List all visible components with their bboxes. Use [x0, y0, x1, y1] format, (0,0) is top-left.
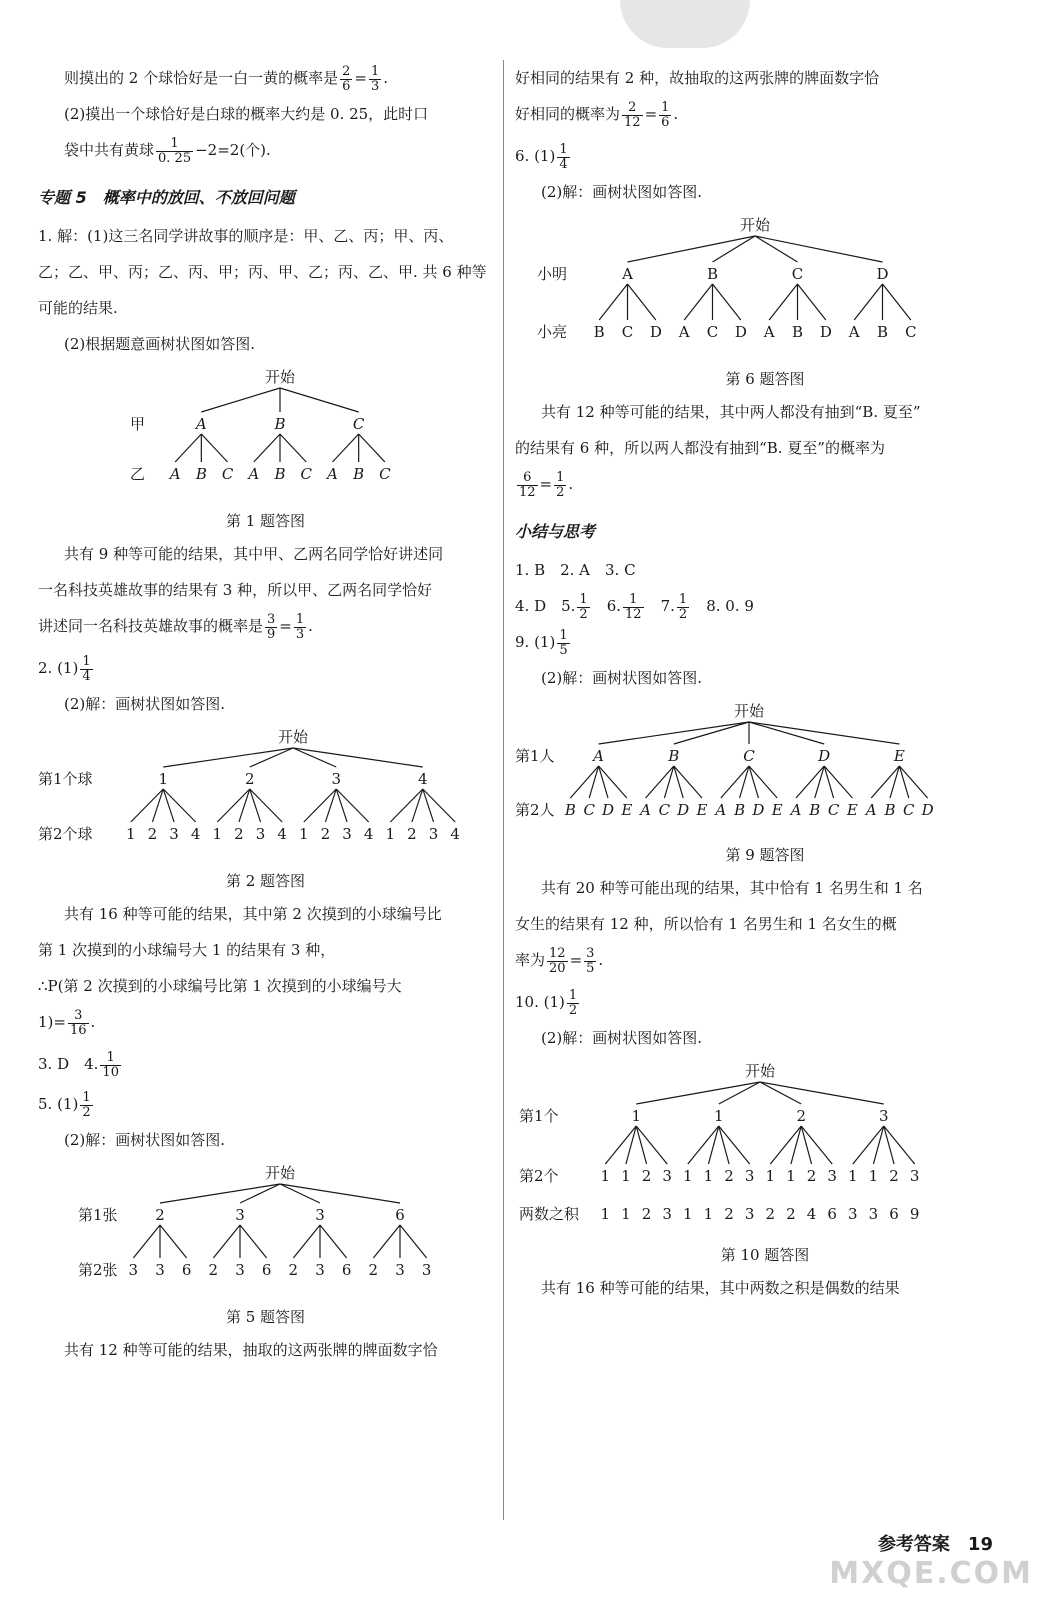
tree-node: A — [622, 265, 633, 283]
text-line: 的结果有 6 种，所以两人都没有抽到“B. 夏至”的概率为 — [515, 439, 885, 457]
tree-leaf: 6 — [261, 1261, 272, 1279]
tree-leaf: C — [827, 801, 840, 819]
tree-branch — [713, 284, 741, 320]
tree-leaf: 1 — [212, 825, 223, 843]
tree-branch — [213, 1225, 240, 1258]
text-line: (2)解：画树状图如答图. — [541, 669, 703, 687]
text-line: 共有 12 种等可能的结果，其中两人都没有抽到“B. 夏至” — [541, 403, 921, 421]
tree-branch — [749, 722, 899, 744]
tree-leaf: 4 — [277, 825, 287, 843]
tree-row-label: 第2张 — [78, 1261, 118, 1279]
text-line: 10. (1) $\frac{1}{2}$ — [515, 987, 578, 1018]
tree-leaf: C — [379, 465, 391, 483]
tree-leaf: C — [905, 323, 917, 341]
tree-leaf: 1 — [600, 1167, 611, 1185]
tree-branch — [400, 1225, 427, 1258]
fraction: $\frac{3}{5}$ — [586, 945, 595, 976]
text-line: 共有 20 种等可能出现的结果，其中恰有 1 名男生和 1 名 — [541, 879, 923, 897]
tree-leaf: 1 — [385, 825, 396, 843]
tree-leaf: 3 — [428, 825, 439, 843]
tree-leaf: 1 — [703, 1167, 714, 1185]
tree-row-label: 小亮 — [537, 323, 568, 341]
fraction: $\frac{1}{2}$ — [579, 591, 588, 622]
tree-product: 2 — [641, 1205, 652, 1223]
tree-leaf: 3 — [395, 1261, 405, 1279]
tree-node: D — [876, 265, 889, 283]
tree-leaf: 2 — [889, 1167, 899, 1185]
tree-leaf: A — [865, 801, 877, 819]
tree-leaf: 6 — [181, 1261, 192, 1279]
tree-branch — [332, 434, 358, 462]
text-line: 第 1 次摸到的小球编号大 1 的结果有 3 种， — [38, 941, 336, 959]
tree-node: B — [706, 265, 719, 283]
tree-branch — [883, 284, 911, 320]
tree-branch — [749, 722, 824, 744]
tree-diagram-2 — [38, 724, 493, 864]
text-line: 率为 $\frac{12}{20}$ = $\frac{3}{5}$ . — [515, 945, 604, 976]
tree-product: 2 — [724, 1205, 734, 1223]
tree-node: C — [352, 415, 365, 433]
tree-branch — [201, 434, 227, 462]
tree-leaf: 1 — [126, 825, 136, 843]
watermark: MXQE.COM — [829, 1556, 1033, 1591]
right-column — [515, 60, 1015, 1306]
tree-leaf: 2 — [724, 1167, 734, 1185]
fraction: $\frac{1}{2}$ — [568, 987, 578, 1018]
tree-branch — [674, 722, 749, 744]
tree-branch — [280, 434, 306, 462]
text-line: (2)解：画树状图如答图. — [541, 1029, 703, 1047]
tree-leaf: B — [884, 801, 896, 819]
tree-node: 1 — [158, 770, 169, 788]
tree-product: 9 — [909, 1205, 920, 1223]
tree-leaf: A — [678, 323, 690, 341]
section-heading: 小结与思考 — [515, 522, 596, 541]
tree-leaf: 2 — [407, 825, 417, 843]
text-line: (2)解：画树状图如答图. — [64, 1131, 226, 1149]
tree-branch — [636, 1082, 760, 1104]
text-line: (2)根据题意画树状图如答图. — [64, 335, 256, 353]
figure-caption: 第 10 题答图 — [720, 1246, 810, 1264]
tree-branch — [755, 236, 883, 262]
tree-root-label: 开始 — [264, 1164, 296, 1182]
tree-leaf: 2 — [641, 1167, 652, 1185]
tree-leaf: E — [621, 801, 633, 819]
tree-leaf: B — [564, 801, 576, 819]
tree-node: B — [274, 415, 286, 433]
text-line: 5. (1) $\frac{1}{2}$ — [38, 1089, 91, 1120]
text-line: (2)摸出一个球恰好是白球的概率大约是 0. 25，此时口 — [64, 105, 429, 123]
fraction: $\frac{1}{3}$ — [295, 611, 305, 642]
tree-diagram-5 — [38, 1160, 493, 1300]
tree-leaf: B — [274, 465, 286, 483]
tree-leaf: D — [601, 801, 615, 819]
tree-node: A — [593, 747, 605, 765]
tree-node: 3 — [331, 770, 342, 788]
tree-leaf: 2 — [208, 1261, 219, 1279]
tree-leaf: 1 — [848, 1167, 858, 1185]
tree-branch — [201, 388, 280, 412]
tree-leaf: 3 — [169, 825, 179, 843]
tree-leaf: C — [903, 801, 915, 819]
tree-product: 1 — [600, 1205, 611, 1223]
tree-node: 3 — [235, 1206, 245, 1224]
tree-leaf: C — [221, 465, 234, 483]
tree-product: 3 — [662, 1205, 672, 1223]
tree-branch — [320, 1225, 347, 1258]
tree-node: B — [668, 747, 680, 765]
text-line: 1. B 2. A 3. C — [515, 561, 636, 579]
tree-product: 4 — [806, 1205, 817, 1223]
text-line: 女生的结果有 12 种，所以恰有 1 名男生和 1 名女生的概 — [515, 915, 897, 933]
tree-leaf: 4 — [190, 825, 201, 843]
fraction: $\frac{1}{4}$ — [559, 141, 568, 172]
tree-node: 2 — [155, 1206, 165, 1224]
tree-leaf: A — [327, 465, 338, 483]
tree-leaf: 2 — [147, 825, 158, 843]
section-heading: 专题 5 概率中的放回、不放回问题 — [38, 188, 295, 207]
tree-diagram-6 — [515, 212, 1015, 362]
tree-row-label: 第1张 — [78, 1206, 118, 1224]
tree-leaf: B — [791, 323, 804, 341]
tree-diagram-10 — [515, 1058, 1015, 1238]
tree-leaf: E — [846, 801, 858, 819]
tree-branch — [769, 284, 797, 320]
tree-branch — [293, 1225, 320, 1258]
tree-leaf: D — [677, 801, 690, 819]
tree-node: 1 — [713, 1107, 724, 1125]
tree-leaf: 1 — [786, 1167, 796, 1185]
tree-leaf: 1 — [683, 1167, 693, 1185]
tree-row-label: 第2人 — [515, 801, 555, 819]
tree-product: 3 — [744, 1205, 755, 1223]
tree-leaf: 3 — [909, 1167, 920, 1185]
tree-node: C — [743, 747, 755, 765]
fraction: $\frac{1}{10}$ — [102, 1049, 119, 1080]
tree-leaf: A — [640, 801, 652, 819]
fraction: $\frac{1}{3}$ — [370, 63, 380, 94]
tree-leaf: B — [809, 801, 821, 819]
tree-leaf: 3 — [421, 1261, 432, 1279]
tree-product: 1 — [683, 1205, 693, 1223]
tree-leaf: E — [696, 801, 708, 819]
tree-leaf: C — [621, 323, 634, 341]
tree-leaf: 1 — [299, 825, 309, 843]
tree-node: 3 — [878, 1107, 889, 1125]
tree-branch — [373, 1225, 400, 1258]
tree-leaf: 3 — [128, 1261, 139, 1279]
text-line: 共有 16 种等可能的结果，其中第 2 次摸到的小球编号比 — [64, 905, 442, 923]
tree-leaf: C — [583, 801, 595, 819]
tree-row-label: 第1人 — [515, 747, 555, 765]
tree-leaf: 1 — [765, 1167, 776, 1185]
tree-branch — [628, 236, 756, 262]
text-line: 6. (1) $\frac{1}{4}$ — [515, 141, 568, 172]
tree-node: 3 — [315, 1206, 325, 1224]
tree-leaf: D — [921, 801, 934, 819]
tree-row-label: 乙 — [130, 465, 146, 483]
tree-leaf: D — [734, 323, 747, 341]
tree-leaf: B — [353, 465, 365, 483]
figure-caption: 第 5 题答图 — [225, 1308, 306, 1326]
tree-branch — [160, 1184, 280, 1203]
tree-branch — [280, 388, 359, 412]
tree-leaf: 3 — [342, 825, 352, 843]
tree-branch — [628, 284, 656, 320]
text-line: ∴P(第 2 次摸到的小球编号比第 1 次摸到的小球编号大 — [38, 977, 402, 995]
tree-leaf: A — [763, 323, 775, 341]
tree-row-label: 第2个球 — [38, 825, 93, 843]
fraction: $\frac{1}{6}$ — [661, 99, 670, 130]
tree-root-label: 开始 — [744, 1062, 776, 1080]
tree-branch — [599, 722, 749, 744]
tree-leaf: C — [300, 465, 312, 483]
tree-leaf: 4 — [450, 825, 460, 843]
tree-leaf: 2 — [320, 825, 331, 843]
text-line: 1)= $\frac{3}{16}$ . — [38, 1007, 96, 1038]
tree-node: 2 — [796, 1107, 807, 1125]
text-line: 共有 16 种等可能的结果，其中两数之积是偶数的结果 — [541, 1279, 900, 1297]
tree-product: 2 — [786, 1205, 796, 1223]
text-line: 则摸出的 2 个球恰好是一白一黄的概率是 $\frac{2}{6}$ = $\frac{1}{3}$ . — [64, 63, 389, 94]
tree-node: C — [791, 265, 804, 283]
tree-root-label: 开始 — [264, 368, 296, 386]
text-line: 好相同的结果有 2 种，故抽取的这两张牌的牌面数字恰 — [515, 69, 880, 87]
fraction: $\frac{1}{2}$ — [678, 591, 688, 622]
tree-row-label: 小明 — [537, 265, 568, 283]
figure-caption: 第 6 题答图 — [725, 370, 805, 388]
tree-branch — [359, 434, 385, 462]
tree-node: 2 — [244, 770, 255, 788]
text-line: 2. (1) $\frac{1}{4}$ — [38, 653, 91, 684]
text-line: (2)解：画树状图如答图. — [64, 695, 226, 713]
tree-product: 1 — [621, 1205, 631, 1223]
tree-branch — [798, 284, 826, 320]
tree-node: 1 — [631, 1107, 642, 1125]
figure-caption: 第 2 题答图 — [225, 872, 306, 890]
tree-branch — [280, 1184, 400, 1203]
text-line: 乙；乙、甲、丙；乙、丙、甲；丙、甲、乙；丙、乙、甲. 共 6 种等 — [38, 263, 487, 281]
tree-node: D — [818, 747, 831, 765]
tree-leaf: 3 — [235, 1261, 245, 1279]
tree-leaf: A — [169, 465, 181, 483]
top-decoration — [620, 0, 750, 48]
text-line: 4. D 5. $\frac{1}{2}$ 6. $\frac{1}{12}$ 7. $\frac{1}{2}$ 8. 0. 9 — [515, 591, 754, 622]
tree-leaf: 6 — [341, 1261, 352, 1279]
tree-leaf: A — [848, 323, 860, 341]
fraction: $\frac{2}{12}$ — [624, 99, 641, 130]
tree-leaf: B — [876, 323, 889, 341]
fraction: $\frac{1}{2}$ — [82, 1089, 91, 1120]
tree-leaf: B — [195, 465, 207, 483]
tree-node: 4 — [417, 770, 428, 788]
figure-caption: 第 1 题答图 — [225, 512, 306, 530]
tree-leaf: 2 — [368, 1261, 379, 1279]
tree-root-label: 开始 — [733, 702, 765, 720]
tree-leaf: 2 — [288, 1261, 299, 1279]
fraction: $\frac{6}{12}$ — [519, 469, 536, 500]
left-column — [38, 60, 493, 1368]
text-line: 好相同的概率为 $\frac{2}{12}$ = $\frac{1}{6}$ . — [515, 99, 679, 130]
text-line: 9. (1) $\frac{1}{5}$ — [515, 627, 568, 658]
column-divider — [503, 60, 504, 1520]
fraction: $\frac{1}{5}$ — [559, 627, 568, 658]
tree-leaf: 4 — [363, 825, 374, 843]
tree-leaf: D — [752, 801, 765, 819]
tree-product: 2 — [765, 1205, 776, 1223]
tree-leaf: A — [790, 801, 802, 819]
text-line: 共有 12 种等可能的结果，抽取的这两张牌的牌面数字恰 — [64, 1341, 438, 1359]
tree-leaf: D — [819, 323, 832, 341]
tree-product: 3 — [848, 1205, 858, 1223]
fraction: $\frac{3}{9}$ — [267, 611, 276, 642]
tree-product: 6 — [889, 1205, 899, 1223]
tree-row-label: 第2个 — [519, 1167, 559, 1185]
tree-leaf: B — [734, 801, 746, 819]
text-line: 讲述同一名科技英雄故事的概率是 $\frac{3}{9}$ = $\frac{1}{3}$ . — [38, 611, 313, 642]
text-line: 1. 解：(1)这三名同学讲故事的顺序是：甲、乙、丙；甲、丙、 — [38, 227, 454, 245]
tree-branch — [133, 1225, 160, 1258]
tree-branch — [293, 748, 423, 767]
text-line: 可能的结果. — [38, 299, 118, 317]
tree-leaf: 3 — [155, 1261, 165, 1279]
tree-branch — [175, 434, 201, 462]
tree-leaf: E — [771, 801, 783, 819]
tree-leaf: D — [649, 323, 662, 341]
fraction: $\frac{1}{2}$ — [556, 469, 565, 500]
figure-caption: 第 9 题答图 — [725, 846, 805, 864]
tree-node: E — [893, 747, 905, 765]
tree-root-label: 开始 — [739, 216, 771, 234]
tree-row-label: 第1个 — [519, 1107, 559, 1125]
tree-branch — [160, 1225, 187, 1258]
fraction: $\frac{1}{0. 25}$ — [158, 135, 192, 166]
tree-leaf: 2 — [234, 825, 244, 843]
tree-product: 6 — [827, 1205, 837, 1223]
tree-branch — [254, 434, 280, 462]
tree-leaf: B — [593, 323, 605, 341]
fraction: $\frac{3}{16}$ — [69, 1007, 87, 1038]
tree-branch — [854, 284, 882, 320]
tree-row-label: 两数之积 — [519, 1205, 580, 1223]
text-line: (2)解：画树状图如答图. — [541, 183, 703, 201]
tree-root-label: 开始 — [277, 728, 309, 746]
tree-leaf: 2 — [806, 1167, 817, 1185]
tree-leaf: 3 — [255, 825, 266, 843]
tree-row-label: 第1个球 — [38, 770, 93, 788]
tree-product: 1 — [703, 1205, 714, 1223]
tree-diagram-9 — [515, 698, 1015, 838]
tree-leaf: 3 — [744, 1167, 755, 1185]
text-line: 3. D 4. $\frac{1}{10}$ — [38, 1049, 119, 1080]
tree-node: 6 — [395, 1206, 405, 1224]
tree-branch — [163, 748, 293, 767]
page-footer: 参考答案 19 — [877, 1534, 993, 1555]
fraction: $\frac{12}{20}$ — [549, 945, 566, 976]
tree-branch — [760, 1082, 884, 1104]
tree-node: A — [195, 415, 207, 433]
tree-branch — [599, 284, 627, 320]
text-line: $\frac{6}{12}$ = $\frac{1}{2}$ . — [519, 469, 574, 500]
tree-leaf: 1 — [868, 1167, 879, 1185]
tree-leaf: A — [715, 801, 727, 819]
tree-product: 3 — [868, 1205, 879, 1223]
fraction: $\frac{2}{6}$ — [342, 63, 351, 94]
text-line: 共有 9 种等可能的结果，其中甲、乙两名同学恰好讲述同 — [64, 545, 444, 563]
fraction: $\frac{1}{4}$ — [82, 653, 91, 684]
tree-leaf: 3 — [827, 1167, 837, 1185]
tree-branch — [240, 1225, 267, 1258]
tree-leaf: 3 — [662, 1167, 672, 1185]
tree-branch — [684, 284, 712, 320]
tree-leaf: C — [706, 323, 719, 341]
text-line: 袋中共有黄球 $\frac{1}{0. 25}$ −2=2(个). — [64, 135, 271, 166]
fraction: $\frac{1}{12}$ — [625, 591, 642, 622]
tree-row-label: 甲 — [130, 415, 146, 433]
tree-leaf: 1 — [621, 1167, 631, 1185]
tree-leaf: A — [248, 465, 260, 483]
tree-diagram-1 — [38, 364, 493, 504]
text-line: 一名科技英雄故事的结果有 3 种，所以甲、乙两名同学恰好 — [38, 581, 433, 599]
tree-leaf: 3 — [315, 1261, 325, 1279]
tree-leaf: C — [658, 801, 671, 819]
